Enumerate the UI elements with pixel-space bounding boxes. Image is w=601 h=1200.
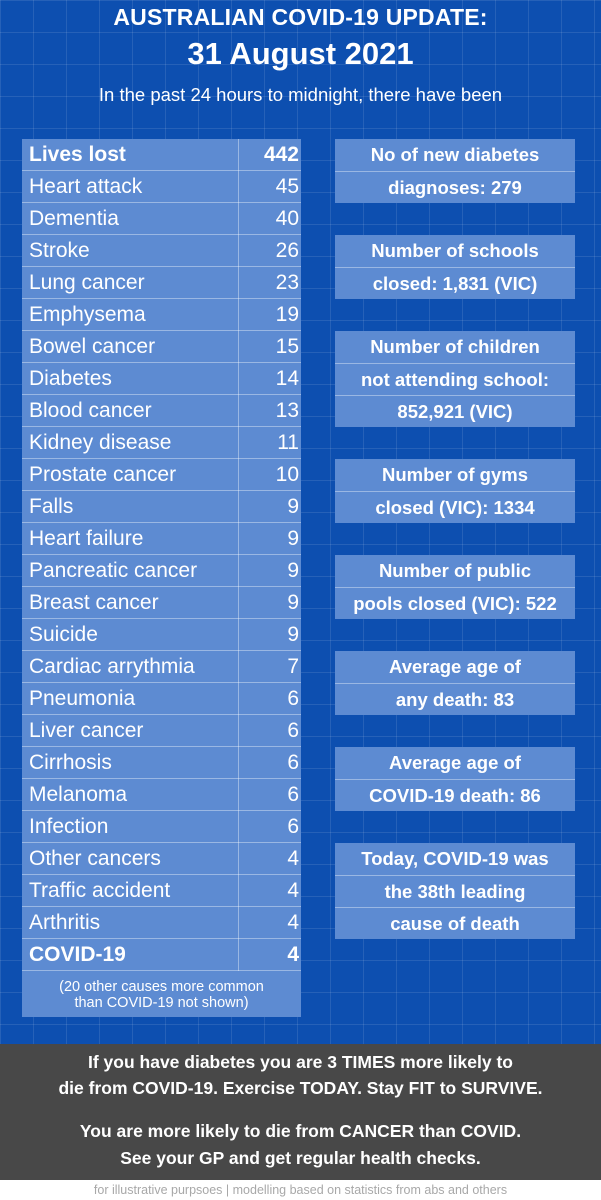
table-row (22, 811, 301, 843)
bottom-message-line: See your GP and get regular health checks. (120, 1148, 481, 1168)
cause-label: Arthritis (29, 911, 101, 934)
cause-label: Falls (29, 495, 74, 518)
death-count: 9 (287, 495, 299, 518)
death-count: 6 (287, 751, 299, 774)
fact-box (335, 235, 575, 299)
fact-box (335, 747, 575, 811)
cause-label: Diabetes (29, 367, 112, 390)
table-row (22, 843, 301, 875)
death-count: 9 (287, 559, 299, 582)
death-count: 10 (275, 463, 299, 486)
fact-box (335, 843, 575, 939)
cause-label: Lives lost (29, 143, 126, 166)
death-count: 15 (275, 335, 299, 358)
death-count: 6 (287, 783, 299, 806)
table-row (22, 683, 301, 715)
cause-label: Stroke (29, 239, 90, 262)
fact-box (335, 139, 575, 203)
death-count: 7 (287, 655, 299, 678)
table-footnote (22, 979, 301, 1011)
fact-line: Average age of (389, 752, 521, 773)
death-count: 442 (263, 143, 299, 166)
death-count: 26 (275, 239, 299, 262)
death-count: 14 (275, 367, 299, 390)
bottom-message-line: If you have diabetes you are 3 TIMES more likely to (88, 1052, 513, 1072)
cause-label: Other cancers (29, 847, 161, 870)
table-row (22, 139, 301, 171)
fact-box (335, 331, 575, 427)
fact-line: diagnoses: 279 (335, 171, 575, 203)
table-row (22, 875, 301, 907)
cause-label: Breast cancer (29, 591, 159, 614)
death-count: 19 (275, 303, 299, 326)
fact-box (335, 555, 575, 619)
bottom-message-line: You are more likely to die from CANCER than COVID. (79, 1121, 522, 1141)
fact-line: Average age of (389, 656, 521, 677)
fact-line: closed (VIC): 1334 (335, 491, 575, 523)
fact-line: not attending school: (335, 363, 575, 395)
death-count: 6 (287, 687, 299, 710)
cause-label: Liver cancer (29, 719, 144, 742)
footnote-line: than COVID-19 not shown) (74, 995, 249, 1011)
fact-line: Number of schools (371, 240, 539, 261)
death-count: 6 (287, 815, 299, 838)
cause-label: Lung cancer (29, 271, 145, 294)
cause-label: COVID-19 (29, 943, 126, 966)
death-count: 4 (287, 943, 299, 966)
table-row (22, 203, 301, 235)
table-row (22, 587, 301, 619)
fact-line: Number of public (378, 560, 532, 581)
cause-label: Prostate cancer (29, 463, 177, 486)
table-row (22, 459, 301, 491)
source-credit: for illustrative purpsoes | modelling based on statistics from abs and others (0, 1180, 601, 1200)
death-count: 23 (275, 271, 299, 294)
bottom-message-panel (0, 1044, 601, 1180)
table-row (22, 555, 301, 587)
deaths-table (22, 139, 301, 1017)
fact-line: cause of death (335, 907, 575, 939)
cause-label: Cardiac arrythmia (29, 655, 195, 678)
table-row (22, 331, 301, 363)
table-row (22, 619, 301, 651)
death-count: 9 (287, 623, 299, 646)
fact-line: Today, COVID-19 was (361, 848, 549, 869)
poster-title: AUSTRALIAN COVID-19 UPDATE: (113, 4, 488, 30)
table-row (22, 523, 301, 555)
cause-label: Blood cancer (29, 399, 152, 422)
cause-label: Pneumonia (29, 687, 136, 710)
table-row (22, 715, 301, 747)
fact-line: 852,921 (VIC) (335, 395, 575, 427)
cause-label: Heart failure (29, 527, 144, 550)
footnote-line: (20 other causes more common (59, 979, 264, 995)
table-row (22, 427, 301, 459)
cause-label: Bowel cancer (29, 335, 156, 358)
cause-label: Infection (29, 815, 109, 838)
death-count: 11 (277, 431, 299, 454)
bottom-message-line: die from COVID-19. Exercise TODAY. Stay FIT to SURVIVE. (58, 1078, 543, 1098)
cause-label: Kidney disease (29, 431, 172, 454)
poster-subtitle: In the past 24 hours to midnight, there have been (98, 84, 503, 105)
fact-box (335, 459, 575, 523)
table-row (22, 299, 301, 331)
fact-box (335, 651, 575, 715)
table-row (22, 395, 301, 427)
poster-date: 31 August 2021 (187, 36, 414, 71)
fact-line: COVID-19 death: 86 (335, 779, 575, 811)
table-row (22, 171, 301, 203)
fact-line: Number of children (370, 336, 540, 357)
death-count: 6 (287, 719, 299, 742)
fact-line: Number of gyms (382, 464, 528, 485)
table-row (22, 779, 301, 811)
cause-label: Heart attack (29, 175, 143, 198)
cause-label: Dementia (29, 207, 119, 230)
cause-label: Cirrhosis (29, 751, 112, 774)
cause-label: Pancreatic cancer (29, 559, 198, 582)
fact-line: the 38th leading (335, 875, 575, 907)
death-count: 9 (287, 527, 299, 550)
table-row (22, 491, 301, 523)
fact-line: No of new diabetes (370, 144, 540, 165)
cause-label: Suicide (29, 623, 98, 646)
table-row (22, 267, 301, 299)
death-count: 9 (287, 591, 299, 614)
table-row (22, 747, 301, 779)
table-row (22, 651, 301, 683)
table-row (22, 235, 301, 267)
table-row (22, 907, 301, 939)
cause-label: Traffic accident (29, 879, 171, 902)
cause-label: Emphysema (29, 303, 146, 326)
fact-line: closed: 1,831 (VIC) (335, 267, 575, 299)
table-row (22, 363, 301, 395)
death-count: 4 (287, 911, 299, 934)
death-count: 40 (275, 207, 299, 230)
cause-label: Melanoma (29, 783, 128, 806)
table-row (22, 939, 301, 971)
death-count: 45 (275, 175, 299, 198)
death-count: 13 (275, 399, 299, 422)
death-count: 4 (287, 847, 299, 870)
fact-line: pools closed (VIC): 522 (335, 587, 575, 619)
fact-line: any death: 83 (335, 683, 575, 715)
death-count: 4 (287, 879, 299, 902)
